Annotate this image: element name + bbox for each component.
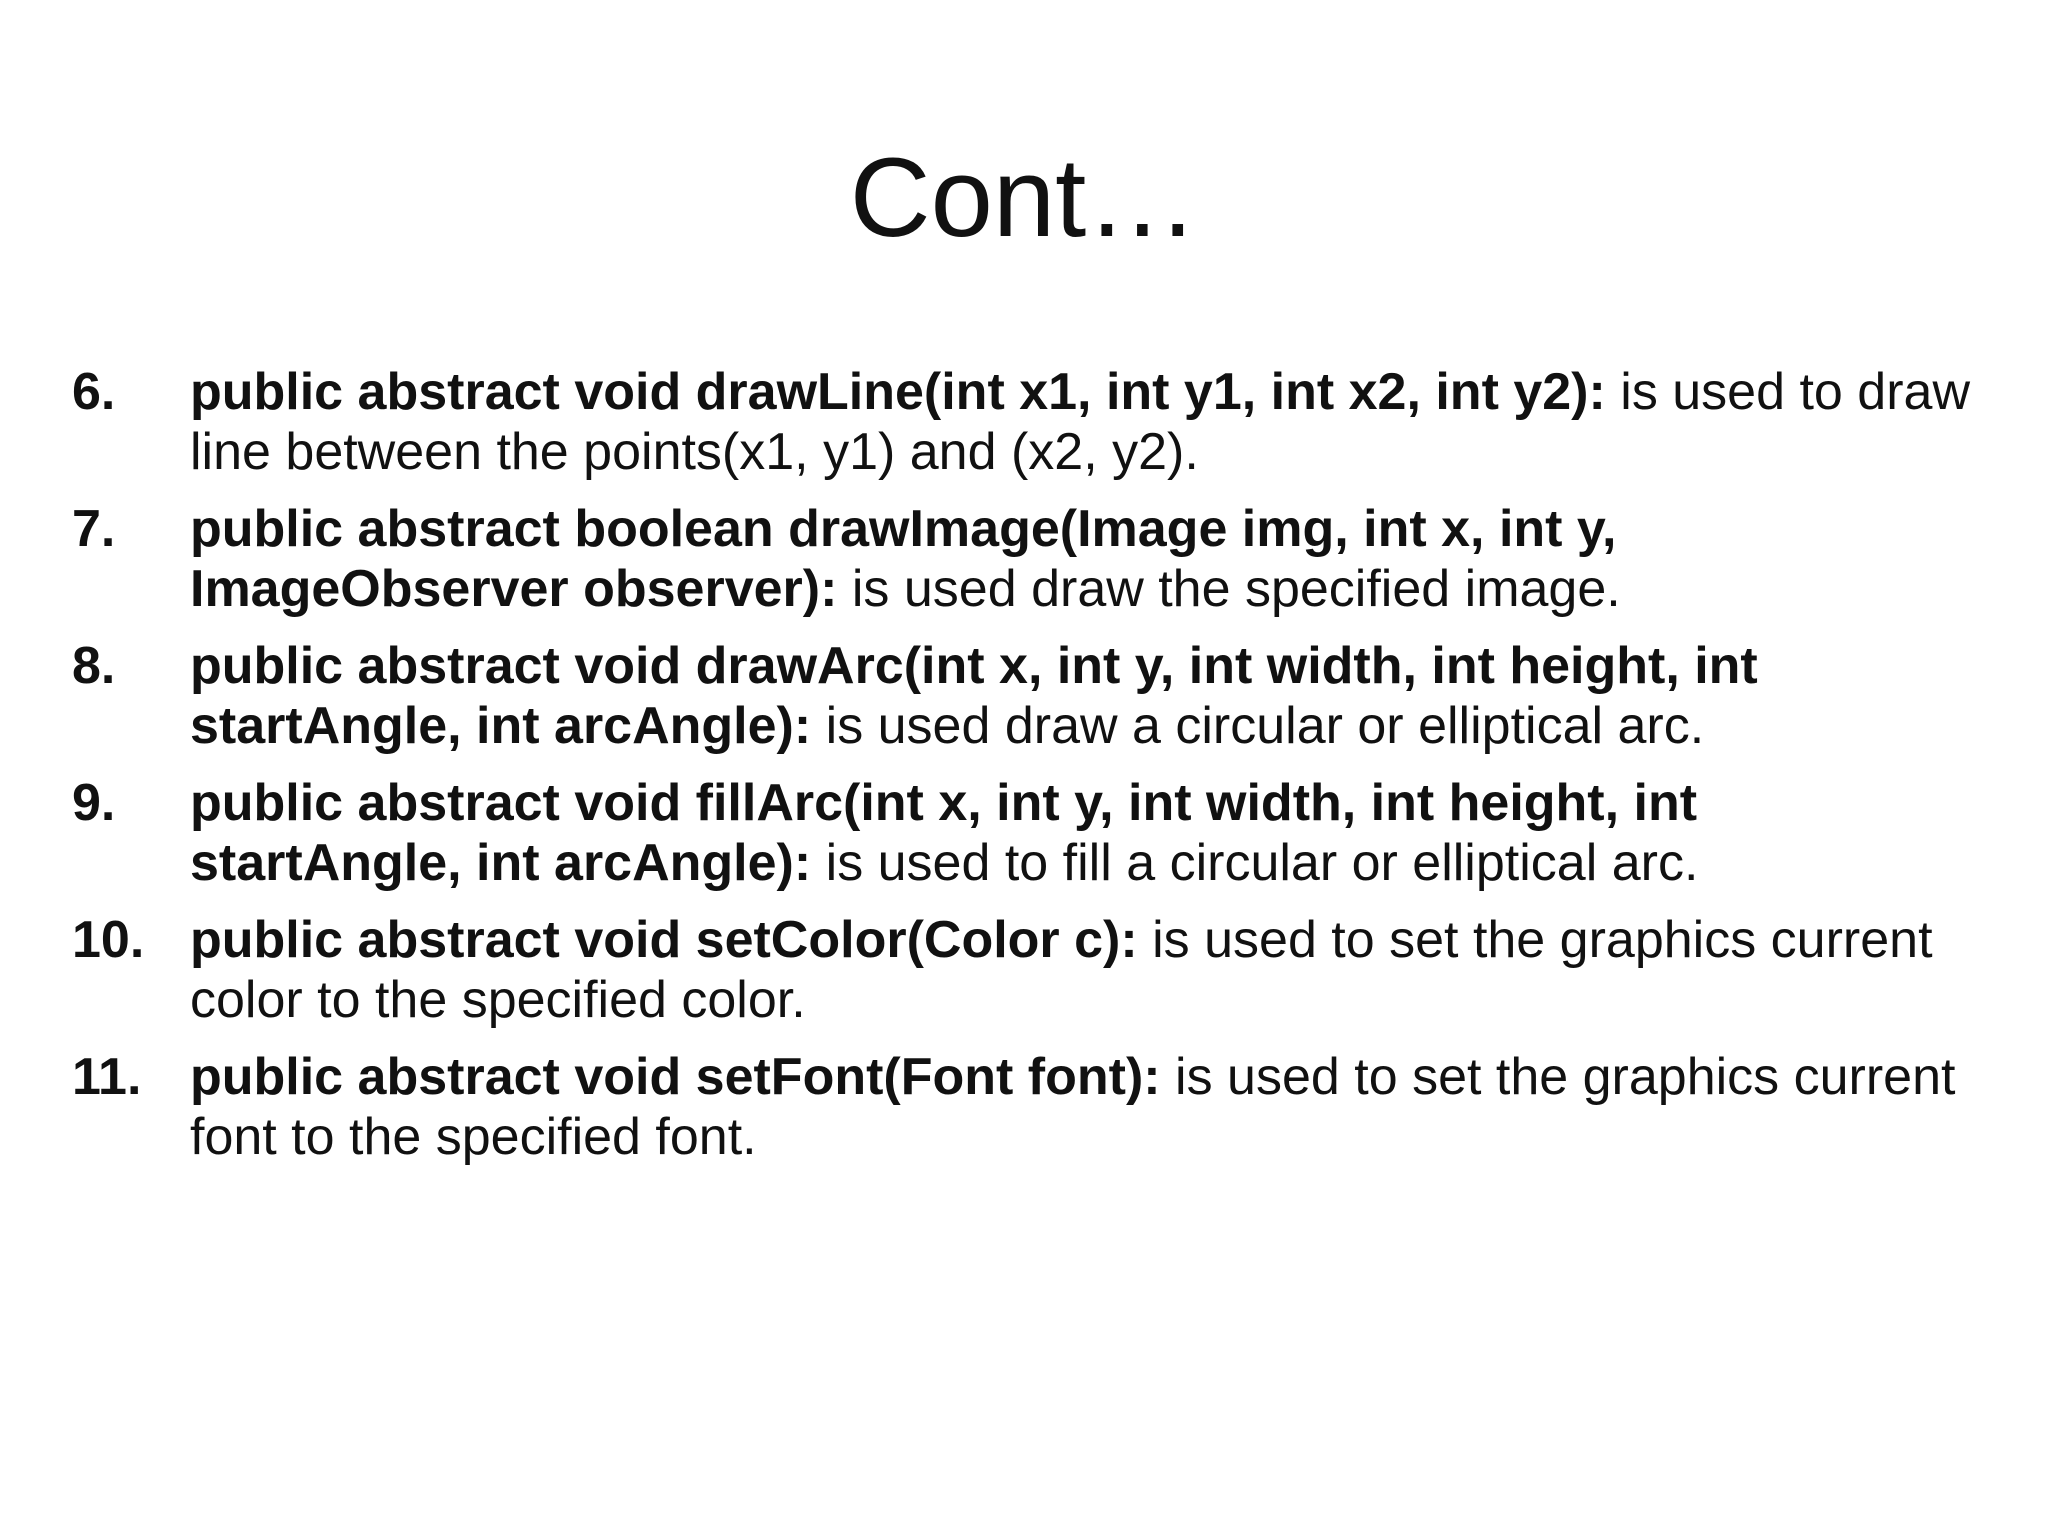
item-text: [190, 499, 1972, 619]
method-signature: public abstract void fillArc(int x, int y, int width, int height, int startAngle, int arcAngle):: [190, 774, 1698, 892]
method-signature: public abstract void setColor(Color c):: [190, 911, 1138, 969]
method-signature: public abstract void setFont(Font font):: [190, 1048, 1161, 1106]
method-description: is used draw the specified image.: [837, 560, 1621, 618]
method-description: is used draw a circular or elliptical arc.: [811, 697, 1705, 755]
item-text: [190, 1047, 1972, 1167]
method-description: is used to fill a circular or elliptical arc.: [811, 834, 1699, 892]
item-text: [190, 636, 1972, 756]
item-number: 9.: [72, 774, 116, 832]
item-number: 10.: [72, 911, 145, 969]
item-text: [190, 910, 1972, 1030]
list-item: [72, 362, 1972, 482]
list-item: [72, 636, 1972, 756]
slide-title: Cont…: [849, 135, 1199, 260]
method-list: [72, 362, 1972, 1184]
method-description: is used to set the graphics current color to the specified color.: [190, 911, 1933, 1029]
list-item: [72, 499, 1972, 619]
method-signature: public abstract void drawArc(int x, int y, int width, int height, int startAngle, int arcAngle):: [190, 637, 1758, 755]
method-signature: public abstract boolean drawImage(Image img, int x, int y, ImageObserver observer):: [190, 500, 1617, 618]
method-description: is used to set the graphics current font to the specified font.: [190, 1048, 1956, 1166]
item-number: 6.: [72, 363, 116, 421]
list-item: [72, 1047, 1972, 1167]
item-number: 8.: [72, 637, 116, 695]
method-description: is used to draw line between the points(x1, y1) and (x2, y2).: [190, 363, 1970, 481]
item-number: 7.: [72, 500, 116, 558]
list-item: [72, 773, 1972, 893]
item-text: [190, 773, 1972, 893]
item-text: [190, 362, 1972, 482]
method-signature: public abstract void drawLine(int x1, int y1, int x2, int y2):: [190, 363, 1606, 421]
list-item: [72, 910, 1972, 1030]
item-number: 11.: [72, 1048, 142, 1106]
